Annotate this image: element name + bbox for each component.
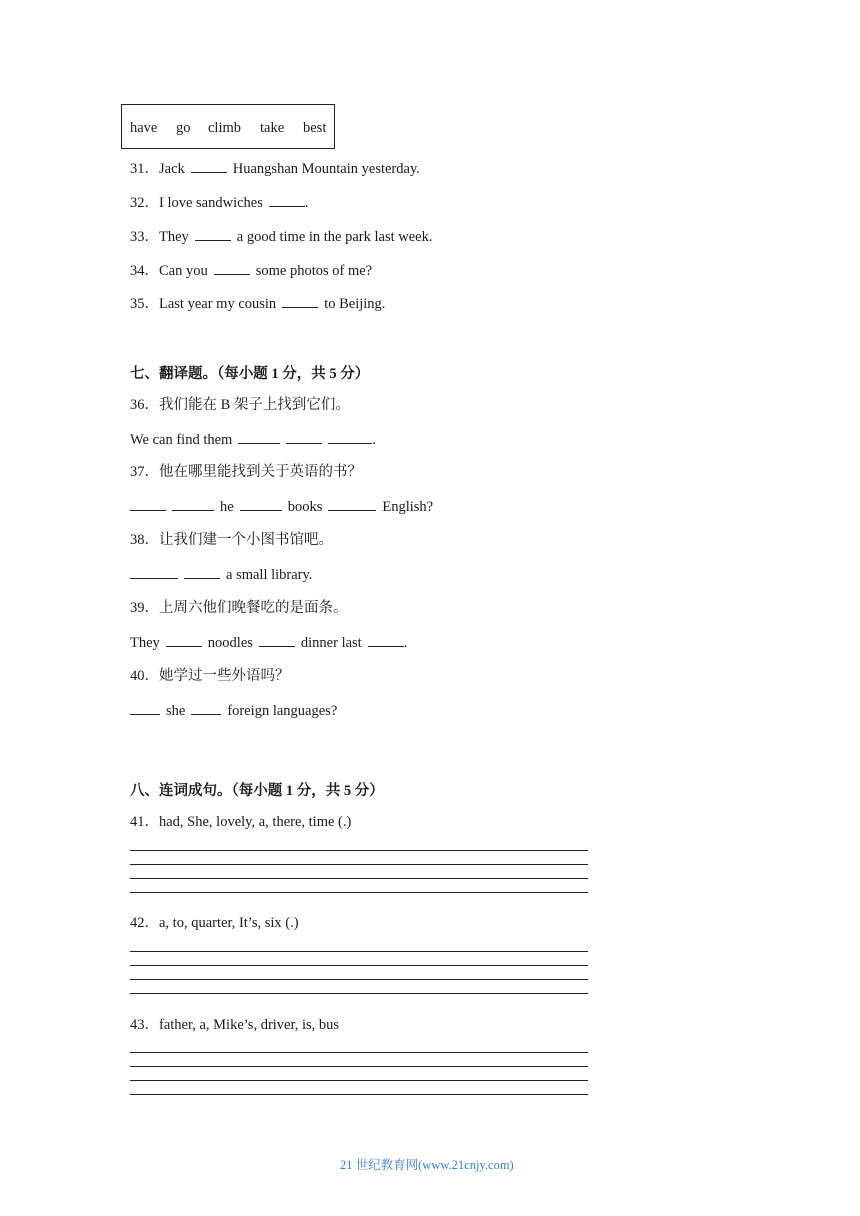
section-7-title: 七、翻译题。（每小题 1 分，共 5 分） — [130, 366, 370, 382]
question-38-answer — [130, 565, 312, 584]
question-text: 他在哪里能找到关于英语的书？ — [159, 464, 362, 480]
question-number: 39． — [130, 600, 159, 616]
word-bank-word: take — [260, 120, 285, 136]
answer-blank[interactable] — [130, 565, 178, 579]
answer-blank[interactable] — [172, 497, 214, 511]
answer-text: dinner last — [300, 635, 362, 651]
question-text: 让我们建一个小图书馆吧。 — [159, 532, 333, 548]
question-35 — [130, 294, 385, 313]
question-text: They — [159, 229, 189, 245]
answer-blank[interactable] — [184, 565, 220, 579]
question-text: Huangshan Mountain yesterday. — [232, 161, 420, 177]
answer-blank[interactable] — [328, 430, 372, 444]
question-number: 32． — [130, 195, 159, 211]
question-number: 31． — [130, 161, 159, 177]
question-number: 42． — [130, 915, 159, 931]
answer-blank[interactable] — [191, 701, 221, 715]
answer-text: books — [287, 499, 323, 515]
question-39-prompt — [130, 599, 348, 617]
writing-line[interactable] — [130, 979, 588, 980]
writing-line[interactable] — [130, 1080, 588, 1081]
question-text: had, She, lovely, a, there, time (.) — [159, 814, 352, 830]
footer-source: 21 世纪教育网(www.21cnjy.com) — [340, 1158, 514, 1172]
question-37-prompt — [130, 463, 362, 481]
question-text: 我们能在 B 架子上找到它们。 — [159, 397, 350, 413]
question-33 — [130, 227, 433, 246]
answer-blank[interactable] — [166, 633, 202, 647]
question-text: 她学过一些外语吗？ — [159, 668, 290, 684]
question-32 — [130, 193, 309, 212]
question-text: 上周六他们晚餐吃的是面条。 — [159, 600, 348, 616]
answer-blank[interactable] — [195, 227, 231, 241]
writing-line[interactable] — [130, 1052, 588, 1053]
answer-text: he — [220, 499, 234, 515]
answer-blank[interactable] — [130, 497, 166, 511]
writing-line[interactable] — [130, 850, 588, 851]
question-36-answer — [130, 430, 376, 449]
question-42 — [130, 914, 299, 932]
question-text: some photos of me? — [255, 263, 373, 279]
question-36-prompt — [130, 396, 350, 414]
question-text: a, to, quarter, It’s, six (.) — [159, 915, 299, 931]
question-40-prompt — [130, 667, 290, 685]
question-number: 35． — [130, 296, 159, 312]
word-bank-word: have — [130, 120, 158, 136]
word-bank-word: best — [303, 120, 327, 136]
answer-text: . — [372, 432, 376, 448]
question-number: 36． — [130, 397, 159, 413]
answer-blank[interactable] — [368, 633, 404, 647]
question-43 — [130, 1016, 339, 1034]
question-text: . — [304, 195, 309, 211]
question-39-answer — [130, 633, 407, 652]
question-text: Last year my cousin — [159, 296, 277, 312]
question-34 — [130, 261, 372, 280]
answer-text: a small library. — [226, 567, 313, 583]
answer-text: English? — [382, 499, 434, 515]
answer-blank[interactable] — [214, 261, 250, 275]
answer-blank[interactable] — [328, 497, 376, 511]
writing-line[interactable] — [130, 965, 588, 966]
question-number: 37． — [130, 464, 159, 480]
answer-blank[interactable] — [130, 701, 160, 715]
writing-line[interactable] — [130, 1066, 588, 1067]
question-text: I love sandwiches — [159, 195, 263, 211]
answer-blank[interactable] — [286, 430, 322, 444]
question-38-prompt — [130, 531, 333, 549]
answer-text: foreign languages? — [227, 703, 338, 719]
question-number: 33． — [130, 229, 159, 245]
answer-blank[interactable] — [269, 193, 305, 207]
writing-line[interactable] — [130, 1094, 588, 1095]
question-number: 40． — [130, 668, 159, 684]
answer-blank[interactable] — [238, 430, 280, 444]
answer-blank[interactable] — [282, 294, 318, 308]
section-8-title: 八、连词成句。（每小题 1 分，共 5 分） — [130, 783, 384, 799]
question-text: a good time in the park last week. — [236, 229, 433, 245]
word-bank-word: go — [176, 120, 191, 136]
word-bank-box — [121, 104, 335, 149]
answer-text: . — [403, 635, 408, 651]
answer-text: she — [166, 703, 186, 719]
answer-blank[interactable] — [191, 159, 227, 173]
writing-line[interactable] — [130, 993, 588, 994]
writing-line[interactable] — [130, 892, 588, 893]
writing-line[interactable] — [130, 951, 588, 952]
question-31 — [130, 159, 420, 178]
word-bank-word: climb — [208, 120, 242, 136]
answer-blank[interactable] — [259, 633, 295, 647]
question-41 — [130, 813, 351, 831]
answer-text: We can find them — [130, 432, 233, 448]
question-number: 34． — [130, 263, 159, 279]
question-number: 38． — [130, 532, 159, 548]
writing-line[interactable] — [130, 864, 588, 865]
question-text: father, a, Mike’s, driver, is, bus — [159, 1017, 340, 1033]
question-text: to Beijing. — [324, 296, 386, 312]
question-number: 43． — [130, 1017, 159, 1033]
question-text: Can you — [159, 263, 208, 279]
answer-text: They — [130, 635, 160, 651]
answer-blank[interactable] — [240, 497, 282, 511]
question-37-answer — [130, 497, 433, 516]
question-text: Jack — [159, 161, 185, 177]
question-number: 41． — [130, 814, 159, 830]
answer-text: noodles — [207, 635, 253, 651]
writing-line[interactable] — [130, 878, 588, 879]
question-40-answer — [130, 701, 337, 720]
